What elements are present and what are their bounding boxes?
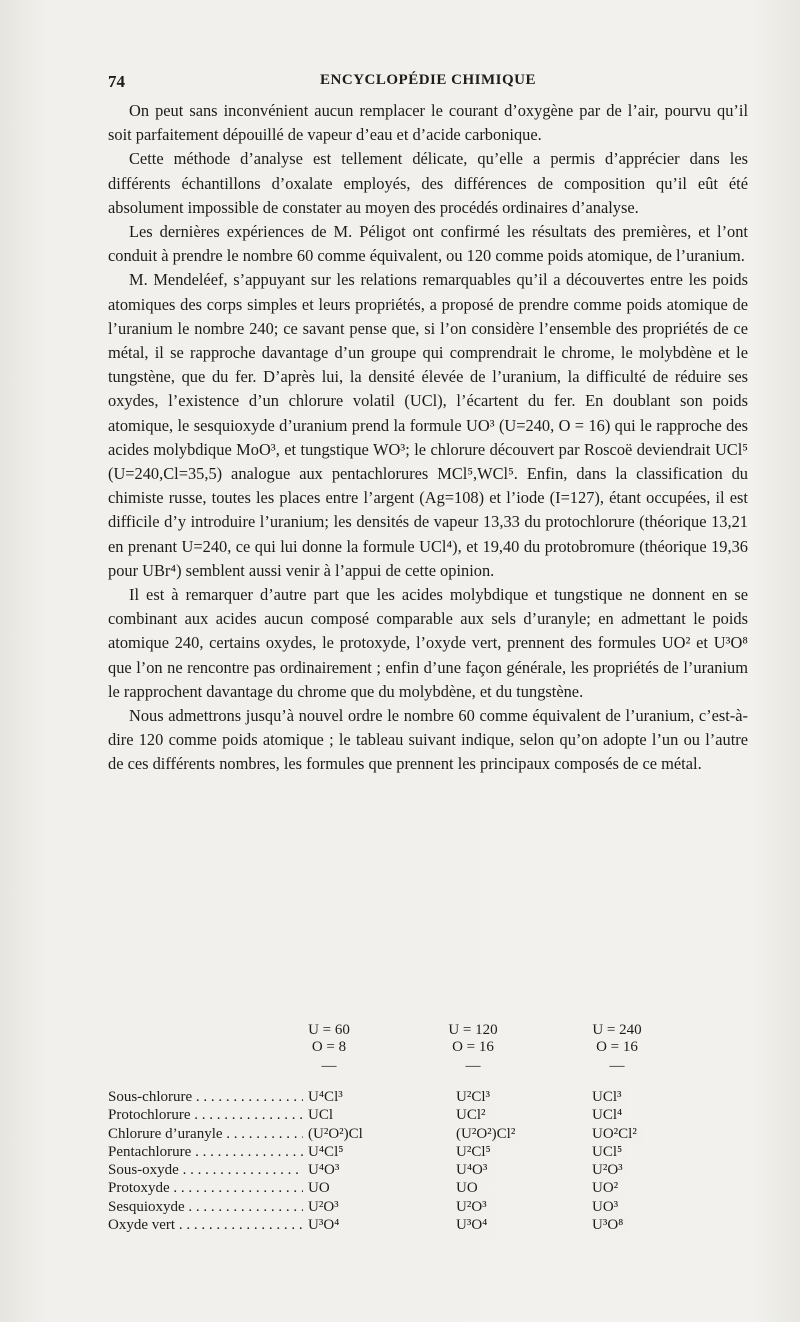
column-dash: — bbox=[321, 1058, 337, 1074]
formula-u60: U⁴O³ bbox=[308, 1161, 345, 1179]
compound-name: Sesquioxyde . . . bbox=[108, 1198, 303, 1216]
running-title: ENCYCLOPÉDIE CHIMIQUE bbox=[320, 72, 536, 88]
paragraph-analysis-method: Cette méthode d’analyse est tellement délicate, qu’elle a permis d’apprécier dans les différents échantillons d’oxalate employés, des différences de composition qu’il eût été absolument impossible de constater au moyen des procédés ordinaires d’analyse. bbox=[108, 149, 748, 217]
compound-name: Protoxyde . . . bbox=[108, 1179, 303, 1197]
formula-u60: UO bbox=[308, 1179, 336, 1197]
formula-u240: U²O³ bbox=[592, 1161, 629, 1179]
column-u-value: U = 120 bbox=[448, 1022, 498, 1038]
formula-u60: UCl bbox=[308, 1106, 339, 1124]
column-u-value: U = 240 bbox=[592, 1022, 642, 1038]
column-u-value: U = 60 bbox=[308, 1022, 350, 1038]
paragraph-mendeleef: M. Mendeléef, s’appuyant sur les relations remarquables qu’il a découvertes entre les poids atomiques des corps simples et leurs propriétés, a proposé de prendre comme poids atomique de l’uranium le nombre 240; ce savant pense que, si l’on considère l’ensemble des propriétés de ce métal, il se rapproche davantage d’un groupe qui comprendrait le chrome, le molybdène et le tungstène, que du fer. D’après lui, la densité élevée de l’uranium, la difficulté de réduire ses oxydes, l’existence d’un chlorure volatil (UCl), l’écartent du fer. En doublant son poids atomique, le sesquioxyde d’uranium prend la formule UO³ (U=240, O = 16) qui le rapproche des acides molybdique MoO³, et tungstique WO³; le chlorure découvert par Roscoë deviendrait UCl⁵ (U=240,Cl=35,5) analogue aux pentachlorures MCl⁵,WCl⁵. Enfin, dans la classification du chimiste russe, toutes les places entre l’argent (Ag=108) et l’iode (I=127), étant occupées, il est difficile d’y introduire l’uranium; les densités de vapeur 13,33 du protochlorure (théorique 13,21 en prenant U=240, ce qui lui donne la formule UCl⁴), et 19,40 du protobromure (théorique 19,36 pour UBr⁴) semblent aussi venir à l’appui de cette opinion. bbox=[108, 270, 748, 580]
compound-name: Sous-oxyde . . . bbox=[108, 1161, 303, 1179]
paragraph-table-intro: Nous admettrons jusqu’à nouvel ordre le nombre 60 comme équivalent de l’uranium, c’est-à-dire 120 comme poids atomique ; le tableau suivant indique, selon qu’on adopte l’un ou l’autre de ces différents nombres, les formules que prennent les principaux composés de ce métal. bbox=[108, 706, 748, 774]
table-row bbox=[108, 1125, 748, 1143]
column-dash: — bbox=[609, 1058, 625, 1074]
paragraph-peligot-results: Les dernières expériences de M. Péligot ont confirmé les résultats des premières, et l’ont conduit à prendre le nombre 60 comme équivalent, ou 120 comme poids atomique, de l’uranium. bbox=[108, 222, 748, 266]
compound-name: Pentachlorure . . . bbox=[108, 1143, 303, 1161]
formula-u120: (U²O²)Cl² bbox=[456, 1125, 521, 1143]
formula-u60: U⁴Cl³ bbox=[308, 1088, 349, 1106]
formula-u240: UO³ bbox=[592, 1198, 624, 1216]
column-o-value: O = 16 bbox=[596, 1039, 638, 1055]
page-number: 74 bbox=[108, 72, 125, 91]
formula-u60: U²O³ bbox=[308, 1198, 345, 1216]
body-text bbox=[108, 99, 748, 777]
formula-u240: UO² bbox=[592, 1179, 624, 1197]
table-row bbox=[108, 1088, 748, 1106]
column-header-u240 bbox=[572, 1022, 662, 1075]
formula-u60: U⁴Cl⁵ bbox=[308, 1143, 349, 1161]
formula-u240: U³O⁸ bbox=[592, 1216, 629, 1234]
column-o-value: O = 8 bbox=[311, 1039, 347, 1055]
formula-u240: UCl³ bbox=[592, 1088, 628, 1106]
column-o-value: O = 16 bbox=[452, 1039, 494, 1055]
formula-u120: U²O³ bbox=[456, 1198, 493, 1216]
compound-name: Oxyde vert . . . bbox=[108, 1216, 303, 1234]
compound-name: Sous-chlorure . . . bbox=[108, 1088, 303, 1106]
paragraph-molybdic-tungstic: Il est à remarquer d’autre part que les acides molybdique et tungstique ne donnent en se combinant aux acides aucun composé comparable aux sels d’uranyle; en admettant le poids atomique 240, certains oxydes, le protoxyde, l’oxyde vert, prennent des formules UO² et U³O⁸ que l’on ne rencontre pas ordinairement ; enfin d’une façon générale, les propriétés de l’uranium le rapprochent davantage du chrome que du molybdène, et du tungstène. bbox=[108, 585, 748, 701]
formula-u120: UCl² bbox=[456, 1106, 492, 1124]
paragraph-air-substitution: On peut sans inconvénient aucun remplacer le courant d’oxygène par de l’air, pourvu qu’il soit parfaitement dépouillé de vapeur d’eau et d’acide carbonique. bbox=[108, 101, 748, 145]
table-row bbox=[108, 1106, 748, 1124]
formula-u60: U³O⁴ bbox=[308, 1216, 345, 1234]
table-header bbox=[108, 1022, 748, 1088]
formula-u120: U²Cl⁵ bbox=[456, 1143, 497, 1161]
column-header-u60 bbox=[284, 1022, 374, 1075]
formula-u120: UO bbox=[456, 1179, 484, 1197]
formula-u120: U⁴O³ bbox=[456, 1161, 493, 1179]
table-row bbox=[108, 1161, 748, 1179]
column-dash: — bbox=[465, 1058, 481, 1074]
table-row bbox=[108, 1143, 748, 1161]
formula-u240: UCl⁴ bbox=[592, 1106, 628, 1124]
column-header-u120 bbox=[428, 1022, 518, 1075]
table-row bbox=[108, 1198, 748, 1216]
compound-name: Chlorure d’uranyle . . . bbox=[108, 1125, 303, 1143]
table-row bbox=[108, 1216, 748, 1234]
formula-u60: (U²O²)Cl bbox=[308, 1125, 369, 1143]
table-row bbox=[108, 1179, 748, 1197]
formula-u120: U²Cl³ bbox=[456, 1088, 496, 1106]
formula-u240: UCl⁵ bbox=[592, 1143, 628, 1161]
compound-name: Protochlorure . . . bbox=[108, 1106, 303, 1124]
page-header bbox=[108, 72, 748, 98]
formula-u240: UO²Cl² bbox=[592, 1125, 643, 1143]
formula-table bbox=[108, 1022, 748, 1234]
formula-u120: U³O⁴ bbox=[456, 1216, 493, 1234]
